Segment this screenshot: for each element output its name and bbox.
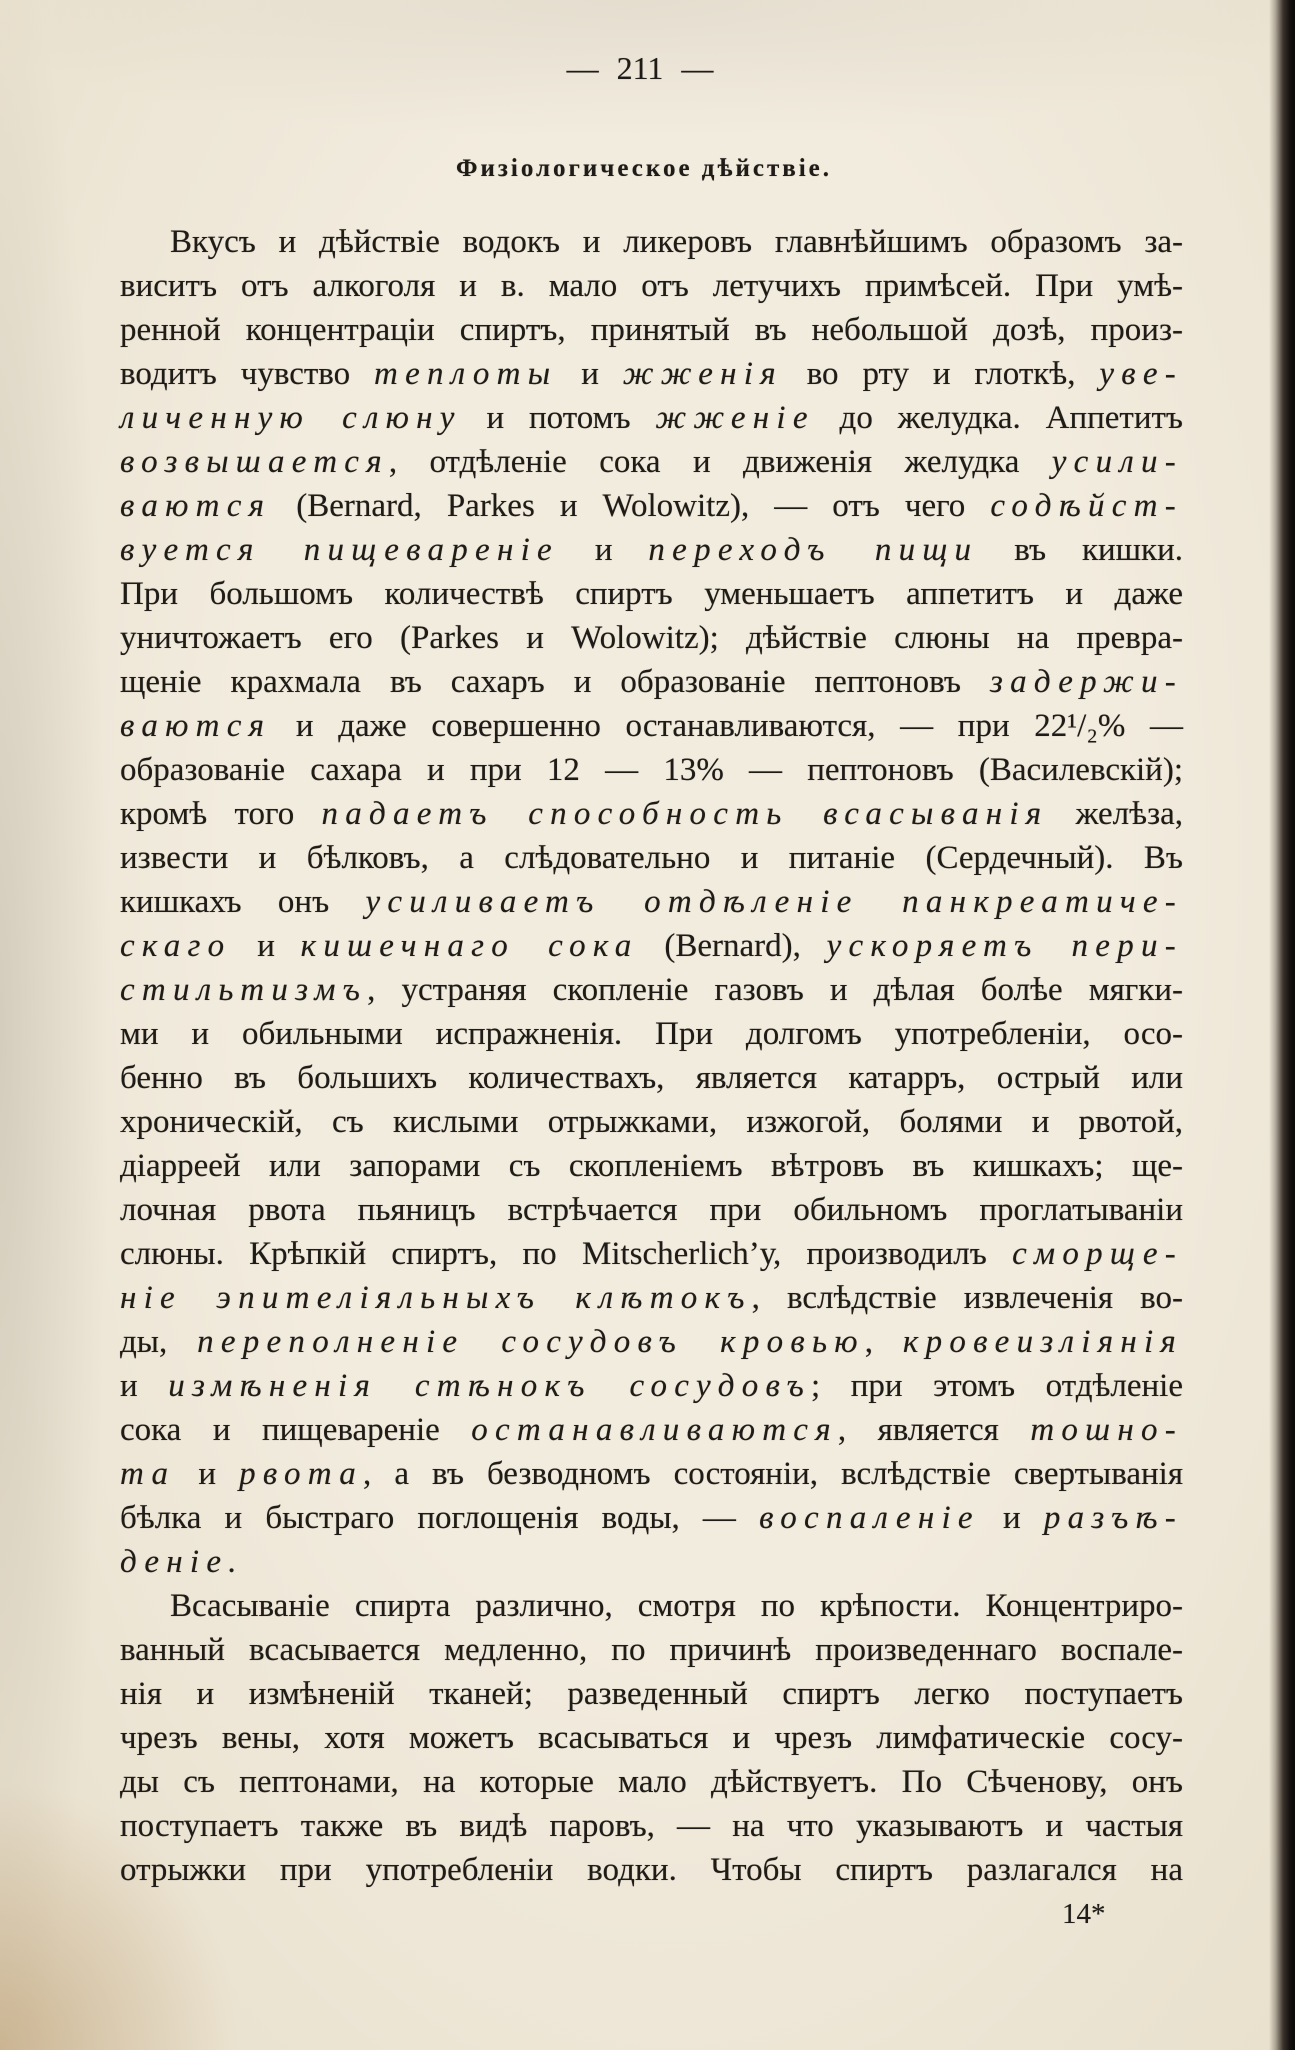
- emphasized-text: рвота: [239, 1456, 364, 1492]
- text-line: [120, 1584, 1183, 1628]
- text-line: [120, 1540, 1183, 1584]
- text-run: сока и пищевареніе: [120, 1412, 472, 1448]
- text-run: во рту и глоткѣ,: [782, 356, 1100, 392]
- text-line: [120, 1188, 1183, 1232]
- text-line: [120, 880, 1183, 924]
- text-run: Вкусъ и дѣйствіе водокъ и ликеровъ главнѣйшимъ образомъ за-: [170, 224, 1183, 260]
- emphasized-text: деніе.: [120, 1544, 244, 1580]
- text-line: [120, 528, 1183, 572]
- emphasized-text: та: [120, 1456, 176, 1492]
- text-run: желѣза,: [1048, 796, 1184, 832]
- text-run: виситъ отъ алкоголя и в. мало отъ летучихъ примѣсей. При умѣ-: [120, 268, 1183, 304]
- text-line: [120, 1320, 1183, 1364]
- text-run: нія и измѣненій тканей; разведенный спиртъ легко поступаетъ: [120, 1676, 1183, 1712]
- text-line: [120, 836, 1183, 880]
- emphasized-text: усиливаетъ отдѣленіе панкреатиче-: [365, 884, 1183, 920]
- emphasized-text: ускоряетъ пери-: [826, 928, 1183, 964]
- text-line: [120, 1848, 1183, 1892]
- text-run: лочная рвота пьяницъ встрѣчается при обильномъ проглатываніи: [120, 1192, 1183, 1228]
- text-line: [120, 792, 1183, 836]
- text-run: уничтожаетъ его (Parkes и Wolowitz); дѣйствіе слюны на превра-: [120, 620, 1183, 656]
- text-run: извести и бѣлковъ, а слѣдовательно и питаніе (Сердечный). Въ: [120, 840, 1183, 876]
- emphasized-text: измѣненія стѣнокъ сосудовъ: [168, 1368, 812, 1404]
- body-text: [120, 220, 1183, 1892]
- text-run: бѣлка и быстраго поглощенія воды, —: [120, 1500, 760, 1536]
- text-run: , устраняя скопленіе газовъ и дѣлая болѣе мягки-: [367, 972, 1183, 1008]
- emphasized-text: ніе эпителіяльныхъ клѣтокъ: [120, 1280, 752, 1316]
- text-run: поступаетъ также въ видѣ паровъ, — на что указываютъ и частыя: [120, 1808, 1183, 1844]
- emphasized-text: тошно-: [1030, 1412, 1183, 1448]
- page-number: — 211 —: [566, 50, 714, 86]
- text-run: Всасываніе спирта различно, смотря по крѣпости. Концентриро-: [170, 1588, 1183, 1624]
- text-line: [120, 1716, 1183, 1760]
- text-run: хроническій, съ кислыми отрыжками, изжогой, болями и рвотой,: [120, 1104, 1183, 1140]
- text-line: [120, 1760, 1183, 1804]
- signature-mark: 14*: [1062, 1898, 1106, 1930]
- text-line: [120, 1100, 1183, 1144]
- text-run: слюны. Крѣпкій спиртъ, по Mitscherlich’у, производилъ: [120, 1236, 1013, 1272]
- text-line: [120, 1672, 1183, 1716]
- text-run: водитъ чувство: [120, 356, 375, 392]
- text-run: , а въ безводномъ состояніи, вслѣдствіе свертыванія: [363, 1456, 1183, 1492]
- emphasized-text: жженіе: [655, 400, 815, 436]
- emphasized-text: ваются: [120, 488, 272, 524]
- text-run: ды,: [120, 1324, 198, 1360]
- text-run: и: [557, 356, 623, 392]
- text-run: При большомъ количествѣ спиртъ уменьшаетъ аппетитъ и даже: [120, 576, 1183, 612]
- text-line: [120, 352, 1183, 396]
- text-line: [120, 1364, 1183, 1408]
- paragraph: [120, 1584, 1183, 1892]
- text-run: щеніе крахмала въ сахаръ и образованіе пептоновъ: [120, 664, 990, 700]
- text-run: и: [120, 1368, 169, 1404]
- text-line: [120, 616, 1183, 660]
- text-run: кишкахъ онъ: [120, 884, 366, 920]
- emphasized-text: разъѣ-: [1043, 1500, 1183, 1536]
- text-line: [120, 440, 1183, 484]
- text-run: бенно въ большихъ количествахъ, является катарръ, острый или: [120, 1060, 1183, 1096]
- text-run: кромѣ того: [120, 796, 322, 832]
- text-line: [120, 484, 1183, 528]
- text-run: и: [175, 1456, 240, 1492]
- text-line: [120, 748, 1183, 792]
- emphasized-text: скаго: [120, 928, 232, 964]
- text-line: [120, 968, 1183, 1012]
- section-heading: Физіологическое дѣйствіе.: [455, 155, 833, 182]
- text-run: , отдѣленіе сока и движенія желудка: [388, 444, 1052, 480]
- text-run: (Bernard),: [638, 928, 827, 964]
- emphasized-text: кровеизліянія: [902, 1324, 1183, 1360]
- emphasized-text: усили-: [1051, 444, 1183, 480]
- text-line: [120, 1012, 1183, 1056]
- emphasized-text: теплоты: [374, 356, 558, 392]
- text-run: чрезъ вены, хотя можетъ всасываться и чрезъ лимфатическіе сосу-: [120, 1720, 1183, 1756]
- text-line: [120, 308, 1183, 352]
- text-run: ды съ пептонами, на которые мало дѣйствуетъ. По Сѣченову, онъ: [120, 1764, 1183, 1800]
- text-line: [120, 704, 1183, 748]
- binding-shadow: [1269, 0, 1295, 2050]
- text-line: [120, 396, 1183, 440]
- text-line: [120, 1056, 1183, 1100]
- emphasized-text: стильтизмъ: [120, 972, 368, 1008]
- text-line: [120, 1232, 1183, 1276]
- text-run: ренной концентраціи спиртъ, принятый въ небольшой дозѣ, произ-: [120, 312, 1183, 348]
- text-run: и даже совершенно останавливаются, — при 22¹/₂% —: [271, 708, 1183, 744]
- emphasized-text: вуется пищевареніе: [120, 532, 559, 568]
- emphasized-text: останавливаются: [471, 1412, 838, 1448]
- emphasized-text: уве-: [1099, 356, 1183, 392]
- emphasized-text: воспаленіе: [759, 1500, 980, 1536]
- text-run: и: [231, 928, 301, 964]
- emphasized-text: содѣйст-: [990, 488, 1183, 524]
- text-run: въ кишки.: [978, 532, 1183, 568]
- emphasized-text: сморще-: [1012, 1236, 1183, 1272]
- text-run: и: [979, 1500, 1044, 1536]
- text-run: до желудка. Аппетитъ: [814, 400, 1183, 436]
- text-line: [120, 660, 1183, 704]
- text-line: [120, 1452, 1183, 1496]
- text-run: ми и обильными испражненія. При долгомъ употребленіи, осо-: [120, 1016, 1183, 1052]
- text-line: [120, 1144, 1183, 1188]
- text-run: діарреей или запорами съ скопленіемъ вѣтровъ въ кишкахъ; ще-: [120, 1148, 1183, 1184]
- text-line: [120, 1408, 1183, 1452]
- emphasized-text: ваются: [120, 708, 272, 744]
- emphasized-text: кишечнаго сока: [300, 928, 639, 964]
- emphasized-text: личенную слюну: [120, 400, 462, 436]
- emphasized-text: жженія: [622, 356, 783, 392]
- paragraph: [120, 220, 1183, 1584]
- text-line: [120, 264, 1183, 308]
- text-run: отрыжки при употребленіи водки. Чтобы спиртъ разлагался на: [120, 1852, 1183, 1888]
- text-run: и: [558, 532, 649, 568]
- text-run: ванный всасывается медленно, по причинѣ произведеннаго воспале-: [120, 1632, 1183, 1668]
- text-line: [120, 220, 1183, 264]
- emphasized-text: задержи-: [989, 664, 1183, 700]
- text-line: [120, 1496, 1183, 1540]
- emphasized-text: возвышается: [120, 444, 389, 480]
- text-line: [120, 572, 1183, 616]
- text-line: [120, 1628, 1183, 1672]
- emphasized-text: переполненіе сосудовъ кровью: [197, 1324, 865, 1360]
- text-line: [120, 1804, 1183, 1848]
- text-line: [120, 1276, 1183, 1320]
- text-run: , вслѣдствіе извлеченія во-: [751, 1280, 1183, 1316]
- text-run: ; при этомъ отдѣленіе: [811, 1368, 1184, 1404]
- text-run: образованіе сахара и при 12 — 13% — пептоновъ (Василевскій);: [120, 752, 1183, 788]
- text-run: ,: [864, 1324, 903, 1360]
- text-run: (Bernard, Parkes и Wolowitz), — отъ чего: [271, 488, 991, 524]
- text-line: [120, 924, 1183, 968]
- emphasized-text: переходъ пищи: [648, 532, 979, 568]
- text-run: , является: [837, 1412, 1031, 1448]
- text-run: и потомъ: [461, 400, 656, 436]
- emphasized-text: падаетъ способность всасыванія: [321, 796, 1049, 832]
